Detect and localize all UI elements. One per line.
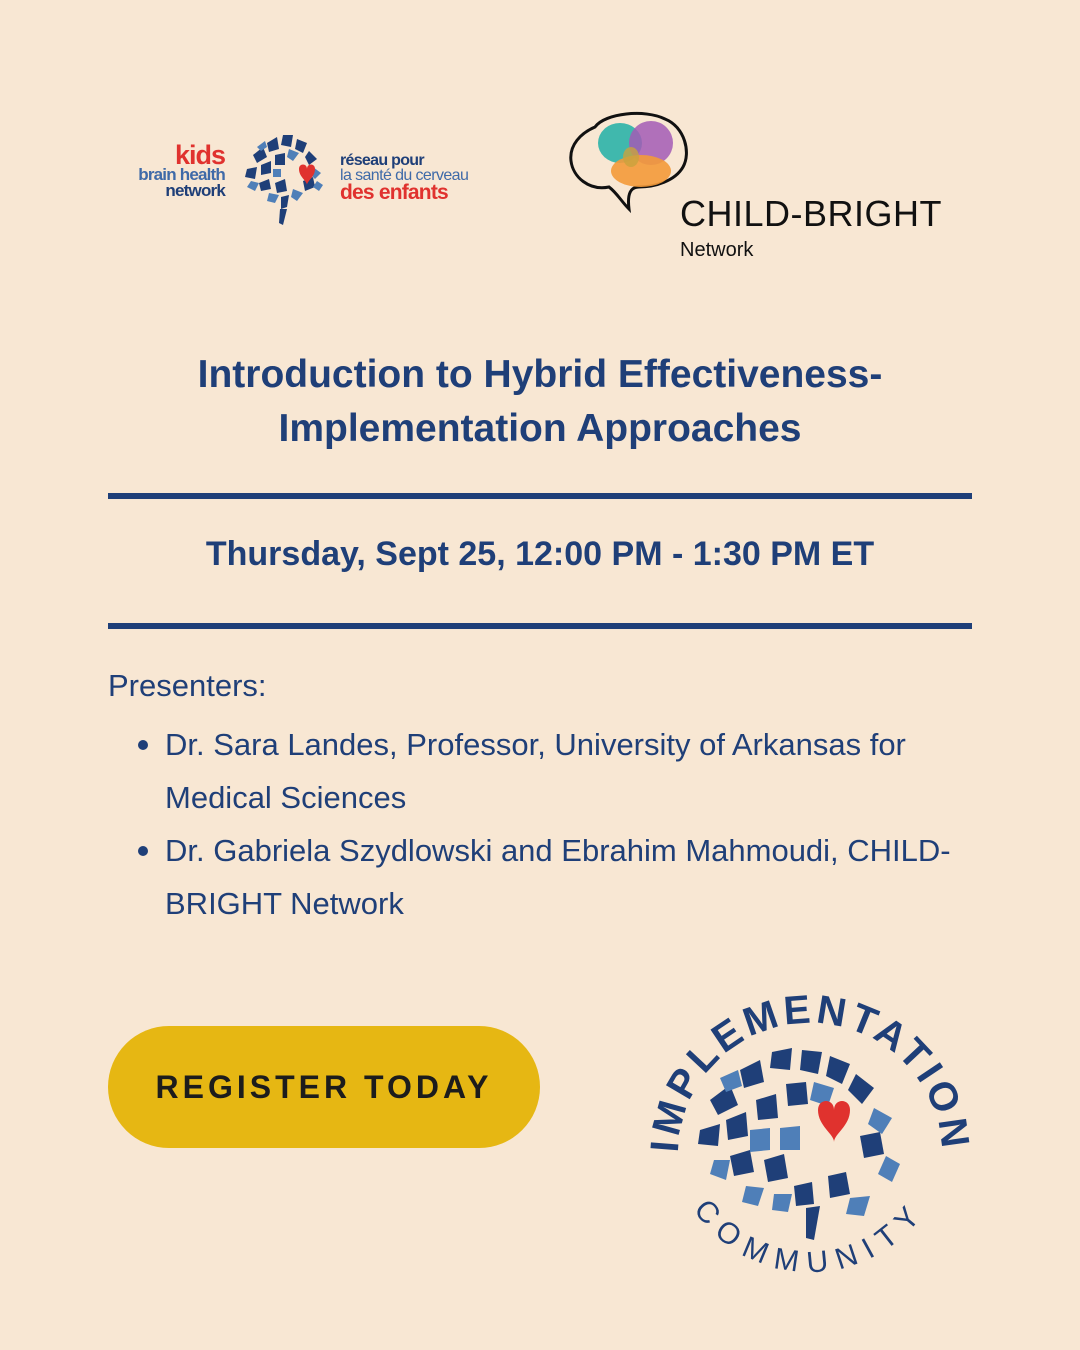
kbhn-logo (120, 125, 500, 225)
child-bright-logo (565, 105, 985, 265)
bullet-icon (138, 846, 148, 856)
event-datetime: Thursday, Sept 25, 12:00 PM - 1:30 PM ET (205, 535, 875, 573)
divider-top (108, 493, 972, 499)
kbhn-brain-icon (233, 125, 333, 225)
child-bright-subtitle: Network (680, 239, 754, 261)
kbhn-logo-text-en (138, 140, 225, 200)
kbhn-sante-text: la santé du cerveau (340, 167, 469, 185)
register-button[interactable]: REGISTER TODAY (108, 1026, 540, 1148)
kbhn-logo-text-fr (340, 153, 468, 203)
presenters-label: Presenters: (108, 668, 267, 703)
badge-brain-icon (698, 1048, 900, 1240)
divider-bottom (108, 623, 972, 629)
implementation-community-badge (630, 960, 990, 1320)
presenter-text: Dr. Gabriela Szydlowski and Ebrahim Mahmoudi, CHILD-BRIGHT Network (165, 833, 951, 921)
child-bright-brain-icon (565, 105, 695, 215)
kbhn-kids-text: kids (174, 140, 225, 170)
presenter-item (108, 718, 988, 824)
badge-top-text: IMPLEMENTATION (642, 987, 978, 1155)
bullet-icon (138, 740, 148, 750)
kbhn-reseau-text: réseau pour (340, 152, 424, 169)
child-bright-title: CHILD-BRIGHT (680, 193, 943, 234)
badge-bottom-text: COMMUNITY (687, 1193, 933, 1280)
kbhn-enfants-text: des enfants (340, 181, 448, 205)
event-title: Introduction to Hybrid Effectiveness-Implementation Approaches (197, 353, 883, 450)
kbhn-brain-health-text: brain health (138, 165, 225, 185)
presenter-text: Dr. Sara Landes, Professor, University of Arkansas for Medical Sciences (165, 727, 906, 815)
presenter-list (108, 718, 988, 930)
kbhn-network-text: network (165, 180, 225, 200)
presenter-item (108, 824, 988, 930)
